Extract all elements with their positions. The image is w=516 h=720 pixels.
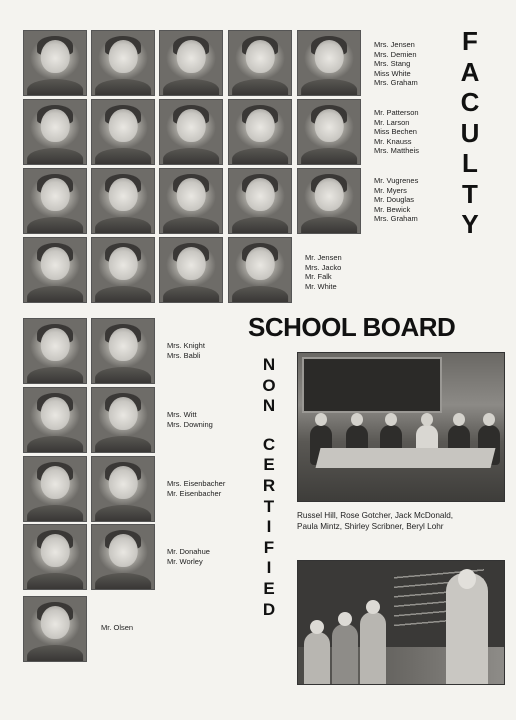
portrait-head	[41, 109, 70, 142]
portrait-body	[27, 436, 83, 453]
child-figure	[332, 624, 358, 684]
school-board-group-photo	[297, 352, 505, 502]
portrait-body	[27, 645, 83, 662]
portrait-body	[163, 79, 219, 96]
portrait-head	[41, 40, 70, 73]
portrait-body	[163, 148, 219, 165]
non-certified-title-letter: I	[266, 558, 272, 578]
portrait-photo	[159, 99, 223, 165]
faculty-name: Mr. Jensen	[305, 253, 342, 262]
portrait-photo	[23, 456, 87, 522]
portrait-head	[109, 397, 138, 430]
faculty-title-letter: T	[462, 178, 478, 209]
portrait-body	[27, 148, 83, 165]
portrait-head	[246, 40, 275, 73]
portrait-head	[41, 397, 70, 430]
faculty-name: Mrs. Jensen	[374, 40, 415, 49]
portrait-body	[27, 505, 83, 522]
portrait-photo	[91, 456, 155, 522]
non-certified-title-letter: N	[262, 396, 276, 416]
faculty-title-letter: Y	[461, 209, 479, 239]
portrait-head	[41, 178, 70, 211]
portrait-photo	[91, 387, 155, 453]
non-certified-title-letter: T	[263, 496, 275, 516]
portrait-body	[27, 217, 83, 234]
portrait-head	[109, 109, 138, 142]
portrait-photo	[91, 237, 155, 303]
faculty-name: Miss White	[374, 68, 411, 78]
portrait-body	[27, 286, 83, 303]
child-figure	[360, 612, 386, 684]
portrait-photo	[23, 596, 87, 662]
portrait-photo	[297, 30, 361, 96]
portrait-body	[27, 79, 83, 96]
non-certified-title-letter: I	[266, 517, 272, 537]
portrait-head	[109, 328, 138, 361]
portrait-photo	[159, 237, 223, 303]
portrait-body	[95, 217, 151, 234]
faculty-name: Mr. Myers	[374, 185, 407, 195]
portrait-photo	[91, 30, 155, 96]
portrait-head	[41, 606, 70, 639]
portrait-photo	[91, 524, 155, 590]
non-certified-title-letter: O	[262, 375, 276, 395]
non-certified-names-row-4	[167, 547, 210, 566]
non-certified-title-letter: C	[262, 434, 276, 454]
portrait-photo	[228, 168, 292, 234]
faculty-names-row-3	[374, 176, 418, 224]
non-certified-title-letter	[258, 417, 280, 435]
faculty-name: Mrs. Graham	[374, 78, 418, 88]
portrait-head	[109, 247, 138, 280]
portrait-photo	[23, 237, 87, 303]
non-certified-title-letter: N	[262, 355, 276, 374]
faculty-name: Mr. Knauss	[374, 136, 412, 146]
faculty-names-row-2	[374, 108, 419, 156]
portrait-head	[177, 109, 206, 142]
faculty-name: Mr. Larson	[374, 117, 410, 127]
faculty-title-letter: A	[460, 56, 480, 87]
portrait-head	[315, 109, 344, 142]
faculty-name: Mr. Vugrenes	[374, 176, 419, 185]
portrait-head	[109, 178, 138, 211]
portrait-photo	[228, 237, 292, 303]
non-certified-title-letter: D	[262, 599, 276, 619]
portrait-head	[246, 109, 275, 142]
portrait-head	[246, 178, 275, 211]
portrait-photo	[23, 168, 87, 234]
staff-name: Mrs. Eisenbacher	[167, 479, 226, 488]
child-figure	[304, 632, 330, 684]
non-certified-title-letter: R	[262, 475, 276, 495]
staff-name: Mr. Worley	[167, 556, 203, 566]
caption-line: Russel Hill, Rose Gotcher, Jack McDonald,	[297, 511, 454, 520]
faculty-title-letter: F	[462, 26, 478, 56]
portrait-body	[232, 217, 288, 234]
portrait-head	[315, 178, 344, 211]
teacher-figure	[446, 573, 488, 685]
staff-name: Mrs. Downing	[167, 419, 213, 429]
faculty-name: Mr. Bewick	[374, 204, 411, 214]
portrait-body	[27, 573, 83, 590]
portrait-head	[177, 178, 206, 211]
portrait-photo	[23, 30, 87, 96]
faculty-title-letter: U	[460, 117, 480, 148]
faculty-name: Miss Bechen	[374, 127, 417, 137]
portrait-body	[95, 573, 151, 590]
portrait-head	[109, 40, 138, 73]
portrait-body	[95, 367, 151, 384]
portrait-photo	[23, 387, 87, 453]
non-certified-title-letter: E	[263, 455, 275, 475]
portrait-body	[301, 217, 357, 234]
portrait-head	[177, 40, 206, 73]
faculty-title	[456, 26, 484, 240]
portrait-photo	[228, 99, 292, 165]
portrait-photo	[91, 168, 155, 234]
portrait-body	[95, 148, 151, 165]
faculty-name: Mr. White	[305, 281, 337, 291]
staff-name: Mrs. Babli	[167, 350, 201, 360]
portrait-body	[163, 286, 219, 303]
staff-name: Mr. Eisenbacher	[167, 488, 222, 498]
portrait-body	[232, 148, 288, 165]
portrait-body	[27, 367, 83, 384]
portrait-head	[177, 247, 206, 280]
faculty-names-row-4	[305, 253, 342, 291]
portrait-body	[95, 436, 151, 453]
school-board-caption	[297, 510, 453, 532]
staff-name: Mrs. Witt	[167, 410, 197, 419]
faculty-name: Mr. Falk	[305, 272, 332, 282]
faculty-name: Mrs. Jacko	[305, 262, 342, 272]
portrait-photo	[159, 30, 223, 96]
portrait-body	[95, 286, 151, 303]
portrait-photo	[23, 99, 87, 165]
faculty-name: Mrs. Stang	[374, 59, 411, 69]
faculty-name: Mrs. Graham	[374, 214, 418, 224]
portrait-head	[41, 247, 70, 280]
staff-name: Mr. Donahue	[167, 547, 210, 556]
meeting-table	[316, 448, 496, 468]
faculty-name: Mr. Douglas	[374, 195, 415, 205]
school-board-title: SCHOOL BOARD	[248, 312, 456, 342]
non-certified-title	[258, 355, 280, 620]
caption-line: Paula Mintz, Shirley Scribner, Beryl Lohr	[297, 522, 444, 531]
staff-name: Mr. Olsen	[101, 623, 134, 632]
faculty-name: Mrs. Mattheis	[374, 146, 420, 156]
chalkboard	[302, 357, 442, 413]
portrait-body	[301, 79, 357, 96]
portrait-photo	[91, 99, 155, 165]
faculty-title-letter: C	[460, 87, 480, 117]
faculty-name: Mr. Patterson	[374, 108, 419, 117]
faculty-name: Mrs. Demien	[374, 49, 417, 59]
portrait-body	[232, 79, 288, 96]
portrait-body	[163, 217, 219, 234]
staff-name: Mrs. Knight	[167, 341, 205, 350]
portrait-body	[232, 286, 288, 303]
portrait-photo	[91, 318, 155, 384]
portrait-photo	[23, 318, 87, 384]
portrait-head	[109, 534, 138, 567]
non-certified-names-row-5	[101, 623, 133, 633]
non-certified-title-letter: F	[263, 537, 275, 557]
portrait-photo	[23, 524, 87, 590]
non-certified-names-row-3	[167, 479, 225, 498]
non-certified-names-row-2	[167, 410, 213, 429]
portrait-photo	[297, 168, 361, 234]
faculty-title-letter: L	[462, 148, 478, 178]
portrait-photo	[159, 168, 223, 234]
portrait-head	[41, 328, 70, 361]
classroom-photo	[297, 560, 505, 685]
non-certified-names-row-1	[167, 341, 205, 360]
faculty-names-row-1	[374, 40, 418, 88]
portrait-photo	[297, 99, 361, 165]
portrait-head	[246, 247, 275, 280]
portrait-head	[109, 466, 138, 499]
portrait-photo	[228, 30, 292, 96]
portrait-head	[41, 534, 70, 567]
portrait-head	[315, 40, 344, 73]
non-certified-title-letter: E	[263, 578, 275, 598]
portrait-body	[301, 148, 357, 165]
portrait-body	[95, 79, 151, 96]
portrait-head	[41, 466, 70, 499]
portrait-body	[95, 505, 151, 522]
